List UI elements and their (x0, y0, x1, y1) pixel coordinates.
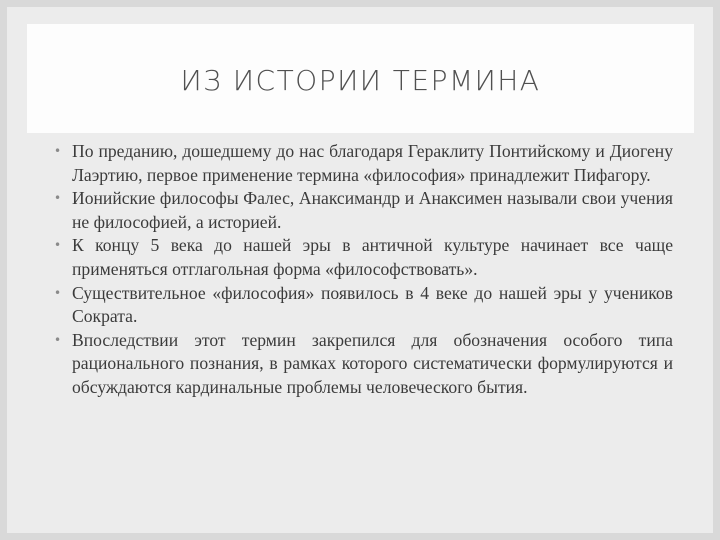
bullet-text: К концу 5 века до нашей эры в античной культуре начинает все чаще применяться отглагольная форма «философствовать». (72, 235, 673, 279)
bullet-item (54, 187, 673, 234)
bullet-text: По преданию, дошедшему до нас благодаря Гераклиту Понтийскому и Диогену Лаэртию, первое применение термина «философия» принадлежит Пифагору. (72, 141, 673, 185)
bullet-text: Существительное «философия» появилось в 4 веке до нашей эры у учеников Сократа. (72, 282, 673, 327)
title-box (27, 24, 694, 133)
bullet-icon: • (54, 144, 62, 158)
slide (7, 7, 713, 533)
bullet-item (54, 140, 673, 187)
bullet-item (54, 234, 673, 281)
bullet-icon: • (54, 238, 62, 253)
bullet-icon: • (54, 332, 62, 347)
bullet-icon: • (54, 191, 62, 206)
bullet-item (54, 282, 673, 329)
bullet-item (54, 329, 673, 400)
bullet-list (54, 140, 673, 400)
slide-title: ИЗ ИСТОРИИ ТЕРМИНА (180, 64, 541, 97)
bullet-text: Впоследствии этот термин закрепился для обозначения особого типа рационального познания, в рамках которого систематически формулируются и обсуждаются кардинальные проблемы человеческого бытия. (72, 329, 673, 397)
bullet-icon: • (54, 285, 62, 300)
bullet-text: Ионийские философы Фалес, Анаксимандр и Анаксимен называли свои учения не философией, а историей. (72, 188, 673, 232)
